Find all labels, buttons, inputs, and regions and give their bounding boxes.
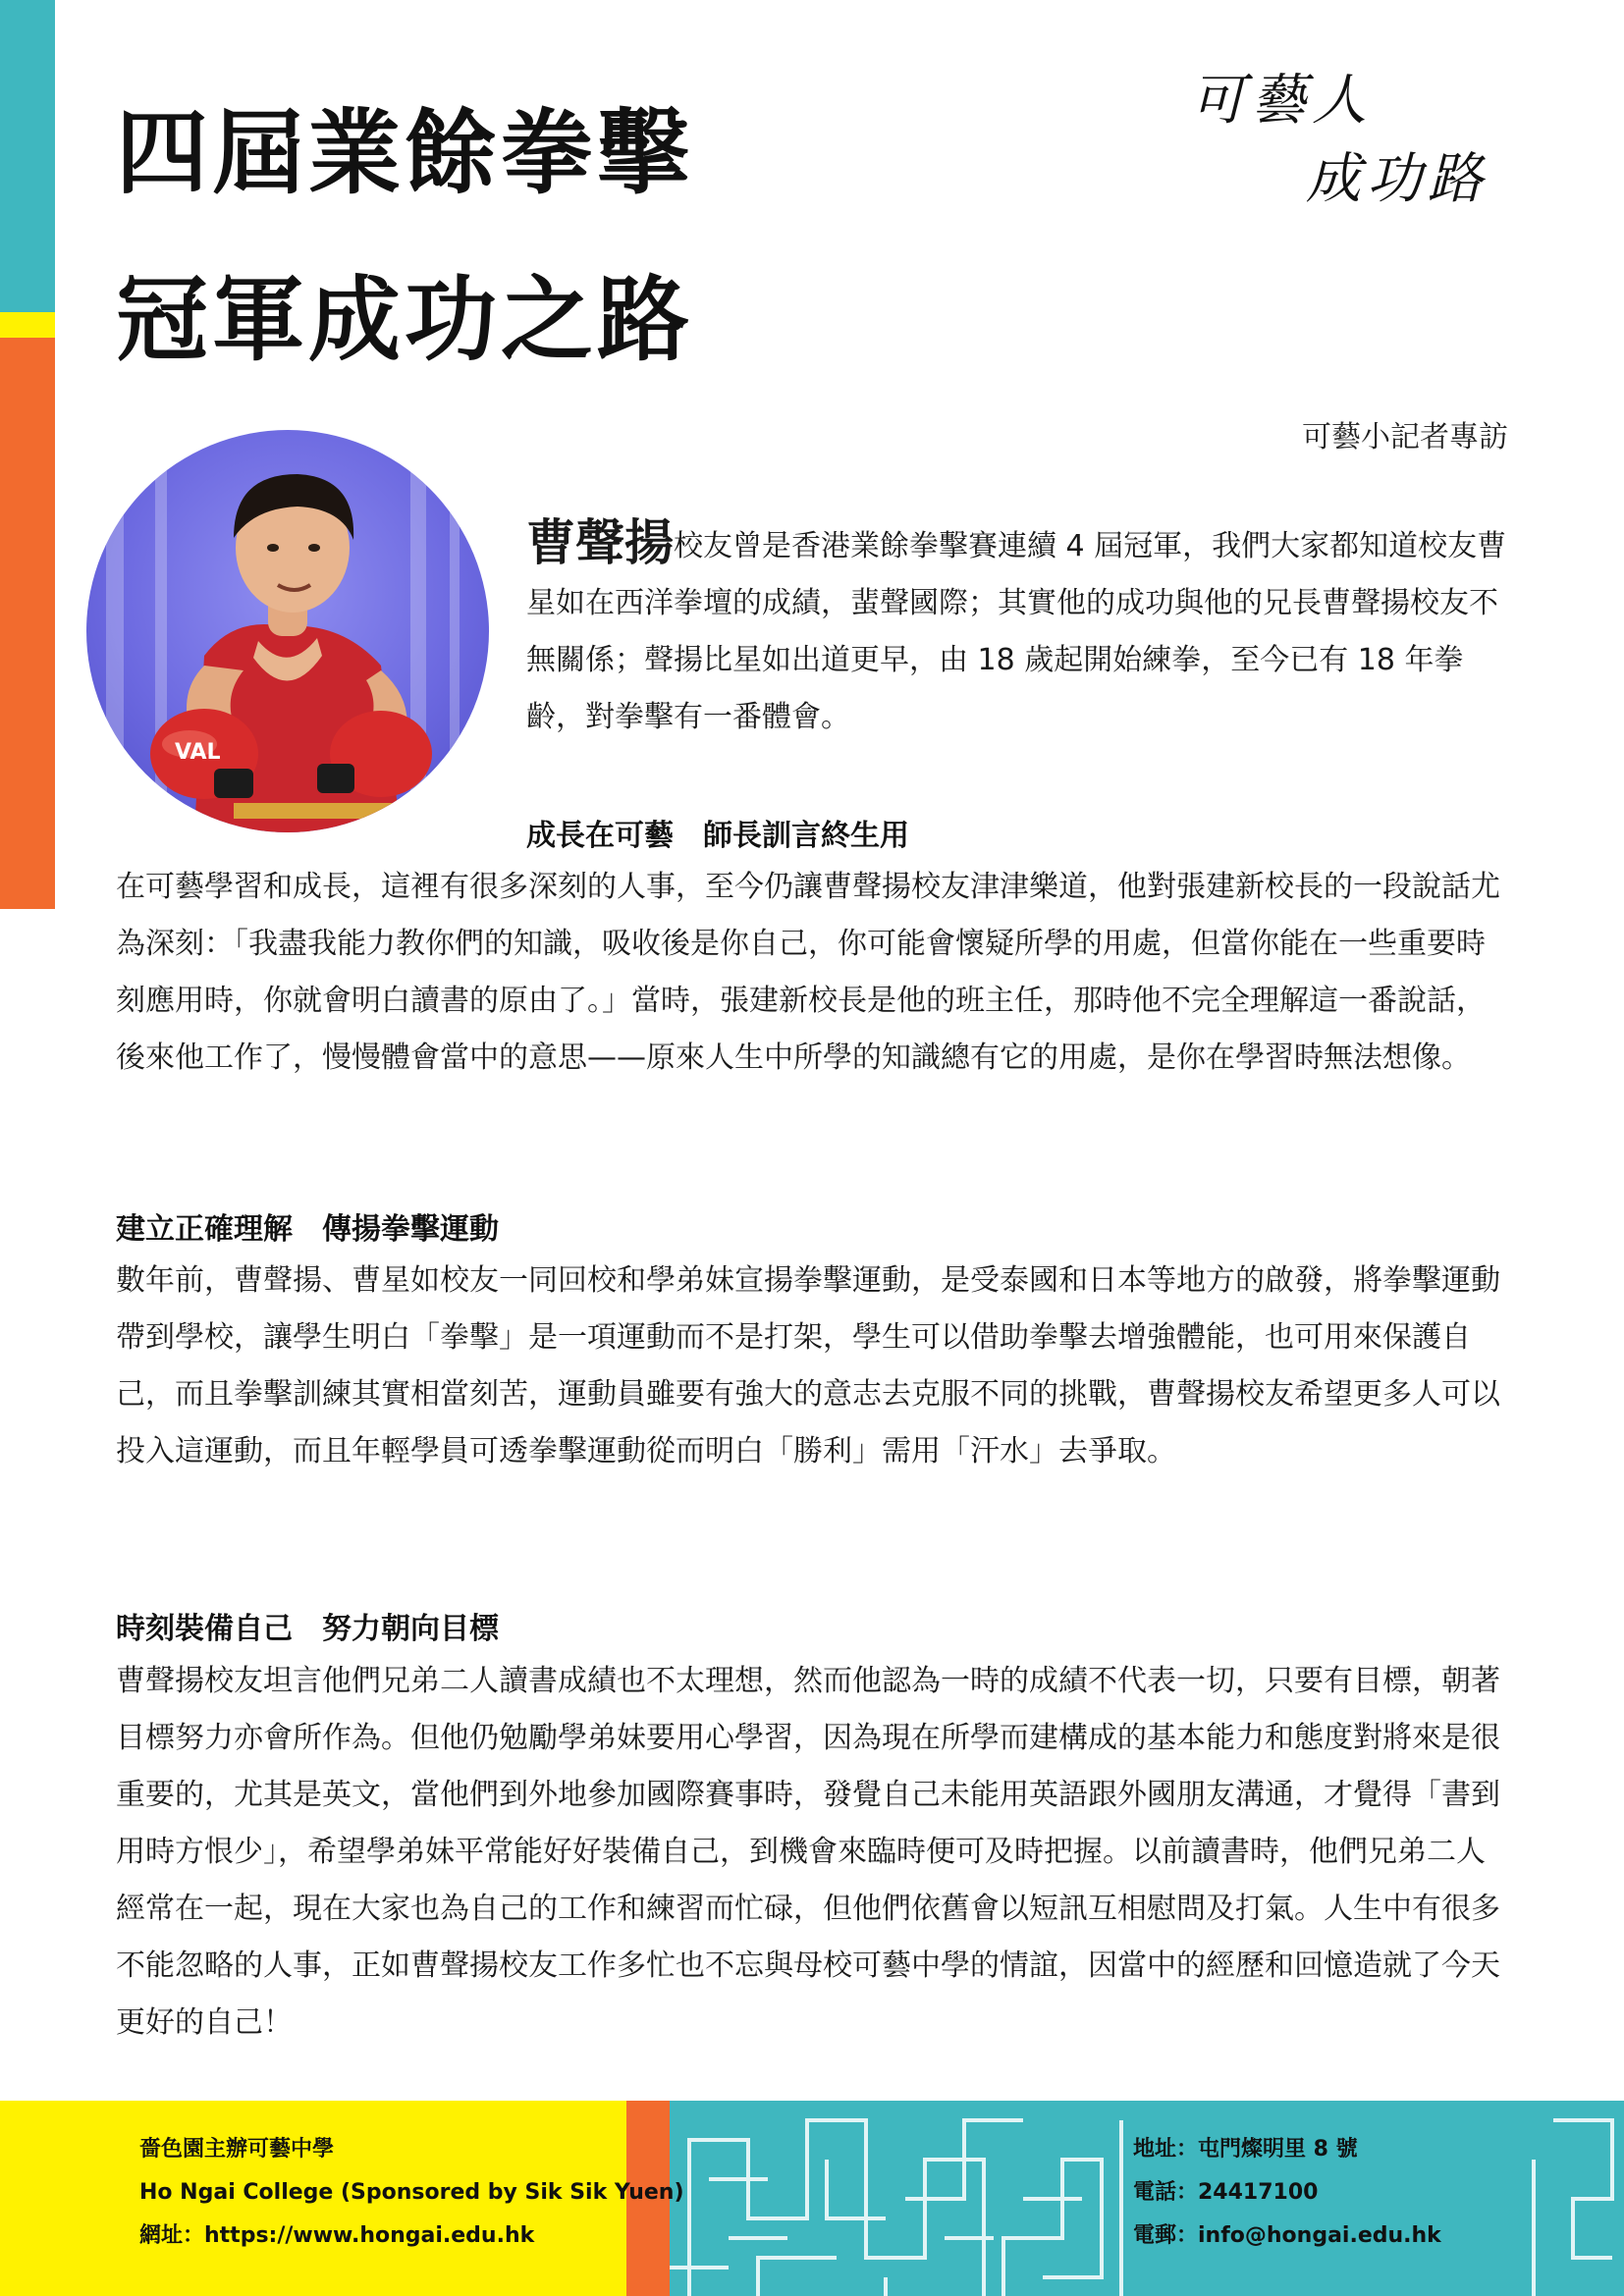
footer-website[interactable]: 網址：https://www.hongai.edu.hk — [139, 2223, 535, 2248]
page-title-line-1: 四屆業餘拳擊 — [116, 100, 694, 207]
section-body-3: 曹聲揚校友坦言他們兄弟二人讀書成績也不太理想，然而他認為一時的成績不代表一切，只要有目標，朝著目標努力亦會所作為。但他仍勉勵學弟妹要用心學習，因為現在所學而建構成的基本能力和態度對將來是很重要的，尤其是英文，當他們到外地參加國際賽事時，發覺自己未能用英語跟外國朋友溝通，才覺得「書到用時方恨少」，希望學弟妹平常能好好裝備自己，到機會來臨時便可及時把握。以前讀書時，他們兄弟二人經常在一起，現在大家也為自己的工作和練習而忙碌，但他們依舊會以短訊互相慰問及打氣。人生中有很多不能忽略的人事，正如曹聲揚校友工作多忙也不忘與母校可藝中學的情誼，因當中的經歷和回憶造就了今天更好的自己！ — [116, 1664, 1500, 2040]
logo-line-1: 可藝人 — [1190, 69, 1373, 133]
svg-text:VAL: VAL — [175, 740, 221, 765]
intro-paragraph — [526, 514, 1508, 746]
footer-phone: 電話：24417100 — [1133, 2180, 1319, 2205]
footer — [0, 2101, 1624, 2296]
footer-school-en: Ho Ngai College (Sponsored by Sik Sik Yuen) — [139, 2180, 684, 2205]
section-heading-1: 成長在可藝 師長訓言終生用 — [526, 819, 909, 853]
intro-text: 校友曾是香港業餘拳擊賽連續 4 屆冠軍，我們大家都知道校友曹星如在西洋拳壇的成績，蜚聲國際；其實他的成功與他的兄長曹聲揚校友不無關係；聲揚比星如出道更早，由 18 歲起開始練拳，至今已有 18 年拳齡，對拳擊有一番體會。 — [526, 529, 1507, 734]
footer-school-info — [139, 2128, 684, 2258]
footer-school-cn: 嗇色園主辦可藝中學 — [139, 2137, 335, 2162]
left-bar-orange — [0, 338, 55, 909]
intro-name: 曹聲揚 — [526, 514, 674, 571]
boxer-portrait-icon — [86, 430, 489, 832]
calligraphy-logo — [1190, 57, 1543, 214]
section-heading-2: 建立正確理解 傳揚拳擊運動 — [116, 1212, 499, 1247]
page-title-line-2: 冠軍成功之路 — [116, 267, 694, 374]
left-bar-yellow — [0, 312, 55, 338]
byline: 可藝小記者專訪 — [1302, 420, 1508, 454]
footer-contact-info — [1133, 2128, 1441, 2258]
left-bar-teal — [0, 0, 55, 312]
section-body-2: 數年前，曹聲揚、曹星如校友一同回校和學弟妹宣揚拳擊運動，是受泰國和日本等地方的啟發，將拳擊運動帶到學校，讓學生明白「拳擊」是一項運動而不是打架，學生可以借助拳擊去增強體能，也可用來保護自己，而且拳擊訓練其實相當刻苦，運動員雖要有強大的意志去克服不同的挑戰，曹聲揚校友希望更多人可以投入這運動，而且年輕學員可透拳擊運動從而明白「勝利」需用「汗水」去爭取。 — [116, 1263, 1500, 1468]
section-heading-3: 時刻裝備自己 努力朝向目標 — [116, 1612, 499, 1646]
section-body-1: 在可藝學習和成長，這裡有很多深刻的人事，至今仍讓曹聲揚校友津津樂道，他對張建新校長的一段說話尤為深刻：「我盡我能力教你們的知識，吸收後是你自己，你可能會懷疑所學的用處，但當你能在一些重要時刻應用時，你就會明白讀書的原由了。」當時，張建新校長是他的班主任，那時他不完全理解這一番說話，後來他工作了，慢慢體會當中的意思——原來人生中所學的知識總有它的用處，是你在學習時無法想像。 — [116, 870, 1500, 1075]
boxer-portrait-image — [86, 430, 489, 832]
footer-email[interactable]: 電郵：info@hongai.edu.hk — [1133, 2223, 1441, 2248]
logo-line-2: 成功路 — [1306, 147, 1489, 211]
footer-address: 地址：屯門燦明里 8 號 — [1133, 2137, 1358, 2162]
